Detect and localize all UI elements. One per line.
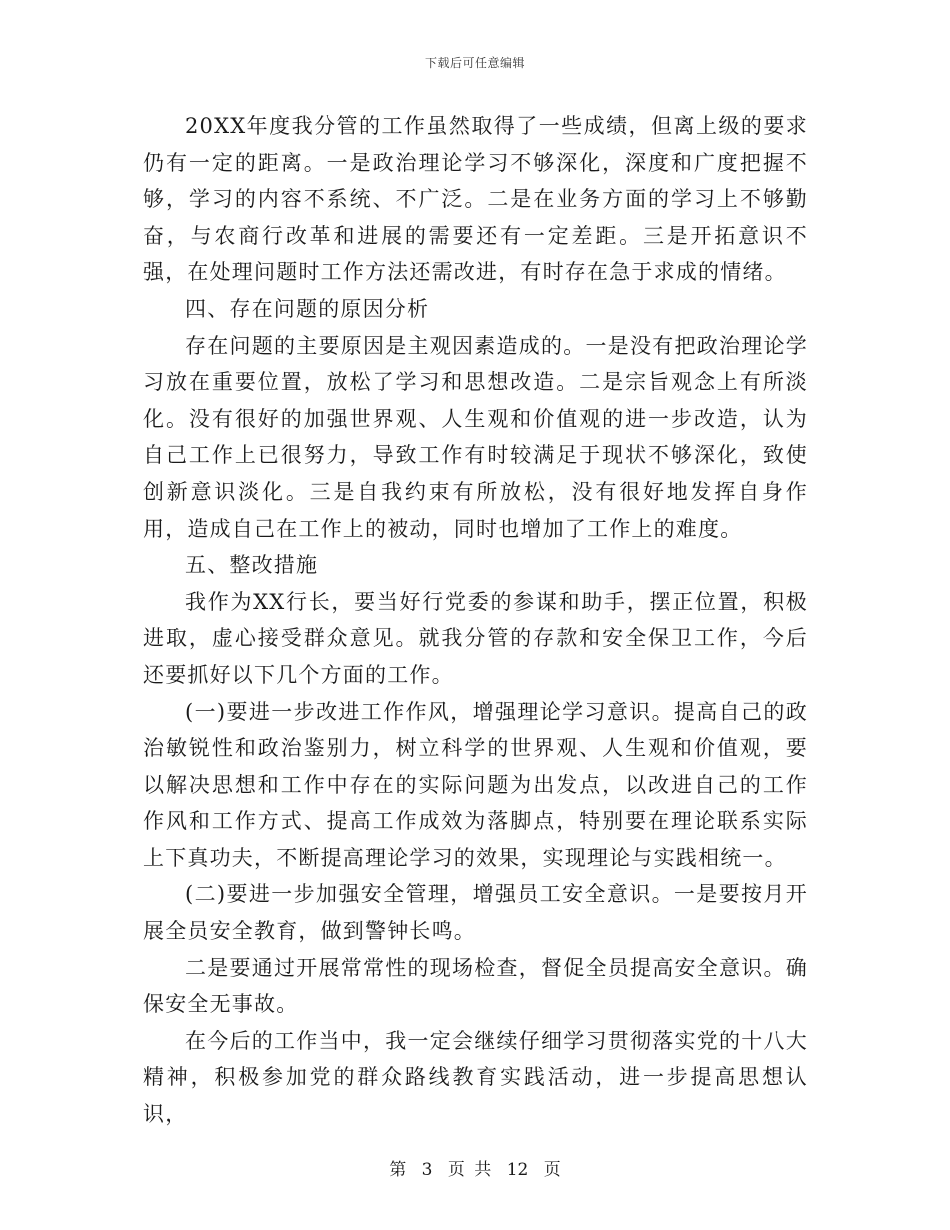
paragraph: (二)要进一步加强安全管理，增强员工安全意识。一是要按月开展全员安全教育，做到警钟长鸣。 xyxy=(143,882,808,944)
paragraph: (一)要进一步改进工作作风，增强理论学习意识。提高自己的政治敏锐性和政治鉴别力，树立科学的世界观、人生观和价值观，要以解决思想和工作中存在的实际问题为出发点，以改进自己的工作作风和工作方式、提高工作成效为落脚点，特别要在理论联系实际上下真功夫，不断提高理论学习的效果，实现理论与实践相统一。 xyxy=(143,699,808,870)
paragraph: 在今后的工作当中，我一定会继续仔细学习贯彻落实党的十八大精神，积极参加党的群众路线教育实践活动，进一步提高思想认识， xyxy=(143,1028,808,1127)
footer-prefix: 第 xyxy=(389,1160,407,1180)
footer-suffix: 页 xyxy=(543,1160,561,1180)
paragraph: 二是要通过开展常常性的现场检查，督促全员提高安全意识。确保安全无事故。 xyxy=(143,955,808,1017)
paragraph: 存在问题的主要原因是主观因素造成的。一是没有把政治理论学习放在重要位置，放松了学习和思想改造。二是宗旨观念上有所淡化。没有很好的加强世界观、人生观和价值观的进一步改造，认为自己工作上已很努力，导致工作有时较满足于现状不够深化，致使创新意识淡化。三是自我约束有所放松，没有很好地发挥自身作用，造成自己在工作上的被动，同时也增加了工作上的难度。 xyxy=(143,333,808,541)
header-note: 下载后可任意编辑 xyxy=(424,56,525,70)
paragraph: 20XX年度我分管的工作虽然取得了一些成绩，但离上级的要求仍有一定的距离。一是政治理论学习不够深化，深度和广度把握不够，学习的内容不系统、不广泛。二是在业务方面的学习上不够勤奋，与农商行改革和进展的需要还有一定差距。三是开拓意识不强，在处理问题时工作方法还需改进，有时存在急于求成的情绪。 xyxy=(143,114,808,285)
section-heading: 四、存在问题的原因分析 xyxy=(185,296,430,321)
footer-middle: 页 共 xyxy=(447,1160,492,1180)
page-footer xyxy=(0,1155,950,1180)
document-body xyxy=(143,108,808,1133)
footer-total-pages: 12 xyxy=(506,1160,529,1180)
section-heading: 五、整改措施 xyxy=(185,553,319,578)
paragraph: 我作为XX行长，要当好行党委的参谋和助手，摆正位置，积极进取，虚心接受群众意见。就我分管的存款和安全保卫工作，今后还要抓好以下几个方面的工作。 xyxy=(143,589,808,687)
footer-page-number: 3 xyxy=(421,1160,433,1180)
